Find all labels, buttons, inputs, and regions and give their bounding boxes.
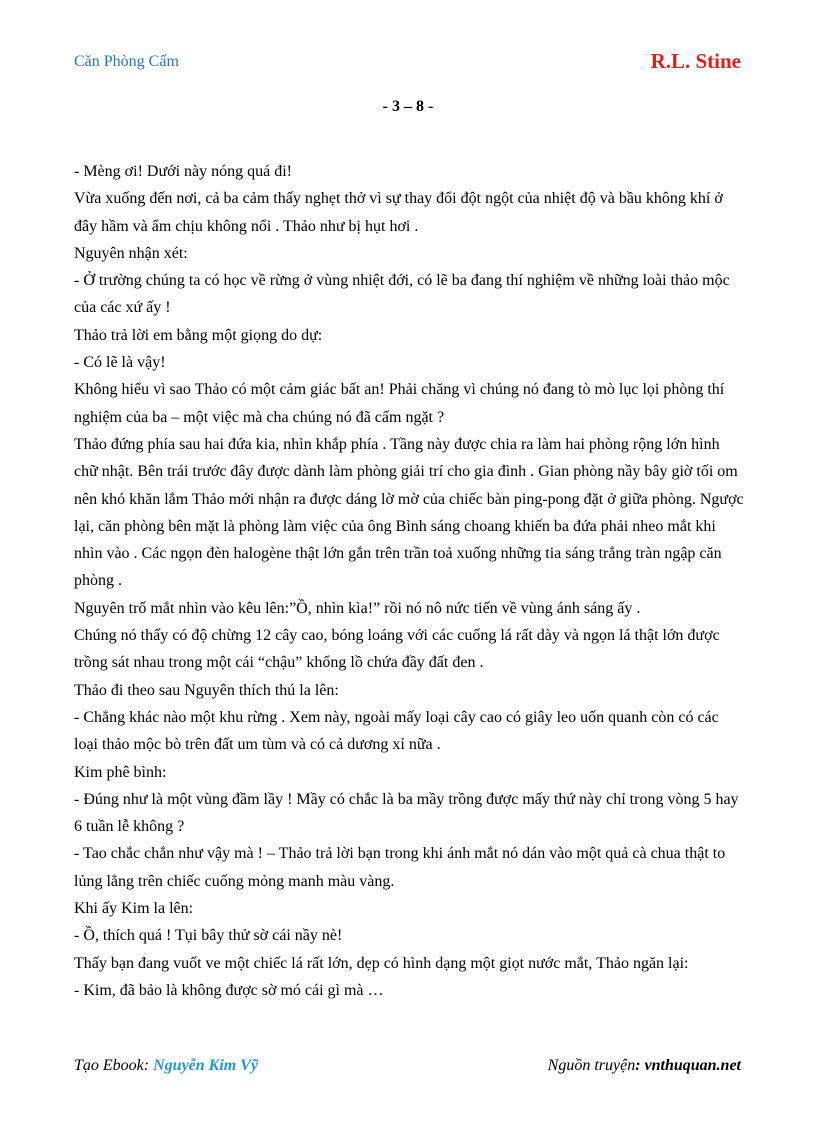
paragraph: Chúng nó thấy có độ chừng 12 cây cao, bóng loáng với các cuống lá rất dày và ngọn lá thật lớn được trồng sát nhau trong một cái “chậu” khổng lồ chứa đầy đất đen . <box>74 627 720 672</box>
paragraph: - Tao chắc chắn như vậy mà ! – Thảo trả lời bạn trong khi ánh mắt nó dán vào một quả cà chua thật to lủng lẳng trên chiếc cuống mỏng manh màu vàng. <box>74 845 726 890</box>
paragraph: Vừa xuống đến nơi, cả ba cảm thấy nghẹt thở vì sự thay đổi đột ngột của nhiệt độ và bầu không khí ở đây hầm và ẩm chịu không nổi . Thảo như bị hụt hơi . <box>74 190 723 235</box>
paragraph: - Đúng như là một vùng đầm lầy ! Mầy có chắc là ba mầy trồng được mấy thứ này chỉ trong vòng 5 hay 6 tuần lễ không ? <box>74 790 739 836</box>
paragraph: Thảo trả lời em bằng một giọng do dự: <box>74 326 323 344</box>
book-title: Căn Phòng Cấm <box>74 53 179 70</box>
paragraph: Nguyên trố mắt nhìn vào kêu lên:”Ồ, nhìn kìa!” rồi nó nô nức tiến về vùng ánh sáng ấy . <box>74 599 641 617</box>
ebook-creator-link[interactable]: Nguyễn Kim Vỹ <box>153 1057 258 1074</box>
source-credit <box>548 1056 741 1076</box>
paragraph: Thảo đi theo sau Nguyên thích thú la lên: <box>74 681 339 699</box>
paragraph: Thấy bạn đang vuốt ve một chiếc lá rất lớn, dẹp có hình dạng một giọt nước mắt, Thảo ngăn lại: <box>74 954 689 972</box>
paragraph: Kim phê bình: <box>74 763 167 781</box>
source-separator: : <box>635 1057 645 1074</box>
page-number: - 3 – 8 - <box>382 98 434 115</box>
ebook-label: Tạo Ebook <box>74 1057 144 1074</box>
paragraph: Nguyên nhận xét: <box>74 244 188 262</box>
author-name: R.L. Stine <box>650 49 741 73</box>
paragraph: - Ồ, thích quá ! Tụi bây thử sờ cái nầy nè! <box>74 927 343 945</box>
paragraph: Không hiểu vì sao Thảo có một cảm giác bất an! Phải chăng vì chúng nó đang tò mò lục lọi phòng thí nghiệm của ba – một việc mà cha chúng nó đã cấm ngặt ? <box>74 381 725 426</box>
source-label: Nguồn truyện <box>547 1057 636 1074</box>
paragraph: Thảo đứng phía sau hai đứa kia, nhìn khắp phía . Tầng này được chia ra làm hai phòng rộng lớn hình chữ nhật. Bên trái trước đây được dành làm phòng giải trí cho gia đình . Gian phòng nầy bây giờ tối om nên khó khăn lắm Thảo mới nhận ra được dáng lờ mờ của chiếc bàn ping-pong đặt ở giữa phòng. Ngược lại, căn phòng bên mặt là phòng làm việc của ông Bình sáng choang khiến ba đứa phải nheo mắt khi nhìn vào . Các ngọn đèn halogène thật lớn gắn trên trần toả xuống những tia sáng trắng tràn ngập căn phòng . <box>74 435 744 590</box>
source-site-link[interactable]: vnthuquan.net <box>644 1057 741 1074</box>
ebook-separator: : <box>143 1057 154 1074</box>
ebook-credit <box>74 1056 258 1076</box>
paragraph: Khi ấy Kim la lên: <box>74 900 194 918</box>
paragraph: - Chẳng khác nào một khu rừng . Xem này, ngoài mấy loại cây cao có giây leo uốn quanh còn có các loại thảo mộc bò trên đất um tùm và có cả dương xỉ nữa . <box>74 708 719 754</box>
paragraph: - Ở trường chúng ta có học về rừng ở vùng nhiệt đới, có lẽ ba đang thí nghiệm về những loài thảo mộc của các xứ ấy ! <box>74 272 730 317</box>
paragraph: - Có lẽ là vậy! <box>74 354 166 372</box>
paragraph: - Mèng ơi! Dưới này nóng quá đi! <box>74 163 292 180</box>
story-body <box>74 158 746 1004</box>
paragraph: - Kim, đã bảo là không được sờ mó cái gì mà … <box>74 981 384 999</box>
